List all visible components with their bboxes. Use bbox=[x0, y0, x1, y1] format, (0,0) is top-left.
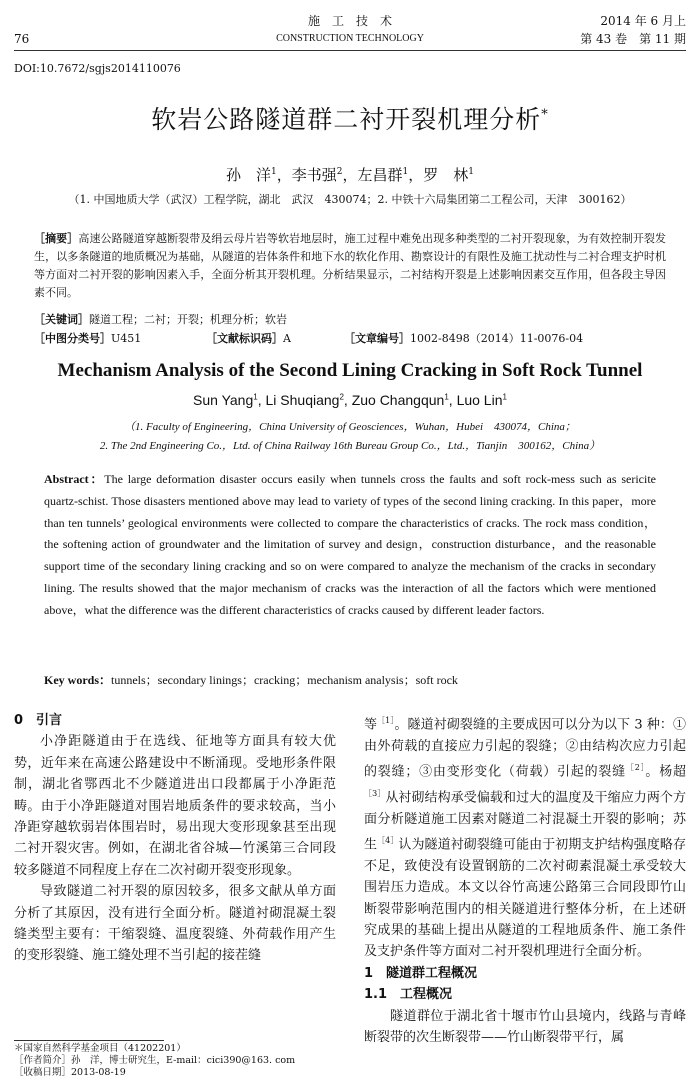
text-run: 等 bbox=[364, 717, 378, 733]
issue-date: 2014 年 6 月上 bbox=[600, 14, 686, 28]
section-heading: 0 引言 bbox=[14, 713, 63, 728]
footnote-divider bbox=[14, 1040, 164, 1041]
abstract-en-label: Abstract： bbox=[44, 472, 105, 486]
author-name: 左昌群 bbox=[357, 166, 403, 184]
author-sup: 1 bbox=[444, 392, 449, 402]
author-name-en: Luo Lin bbox=[456, 392, 503, 408]
paragraph: 隧道群位于湖北省十堰市竹山县境内，线路与青峰断裂带的次生断裂带——竹山断裂带平行，属 bbox=[364, 1008, 686, 1045]
body-column-left bbox=[14, 710, 336, 967]
citation[interactable]: ［4］ bbox=[377, 836, 399, 846]
class-label: ［中图分类号］ bbox=[34, 332, 111, 345]
authors-cn: 孙 洋$^1$，李书强$^2$，左昌群$^1$，罗 林$^1$ bbox=[225, 166, 475, 184]
class-value: U451 bbox=[111, 332, 142, 345]
section-heading: 1 隧道群工程概况 bbox=[364, 965, 478, 981]
text-run: 。杨超 bbox=[645, 764, 686, 780]
author-sup: 2 bbox=[339, 392, 344, 402]
doi: DOI:10.7672/sgjs2014110076 bbox=[14, 62, 181, 75]
abstract-label: ［摘要］ bbox=[34, 232, 79, 245]
paragraph: 小净距隧道由于在选线、征地等方面具有较大优势，近年来在高速公路建设中不断涌现。受地形条件限制，湖北省鄂西北不少隧道进出口段都属于小净距范畴。由于小净距隧道对围岩地质条件的要求较高，当小净距穿越软弱岩体围岩时，易出现大变形现象甚至出现二衬开裂灾害。例如，在湖北省谷城—竹溪第三合同段较多隧道不同程度上存在二次衬砌开裂变形现象。 bbox=[14, 734, 336, 878]
author-sup: 2 bbox=[336, 167, 343, 177]
keywords-text: 隧道工程；二衬；开裂；机理分析；软岩 bbox=[89, 313, 287, 326]
subsection-heading: 1.1 工程概况 bbox=[364, 987, 453, 1003]
citation[interactable]: ［1］ bbox=[377, 716, 395, 725]
author-sup: 1 bbox=[402, 167, 409, 177]
title-footnote-mark: * bbox=[541, 107, 549, 123]
page-number: 76 bbox=[14, 32, 30, 46]
article-no-label: ［文章编号］ bbox=[344, 332, 410, 345]
keywords-label: ［关键词］ bbox=[34, 313, 89, 326]
volume-issue: 第 43 卷 第 11 期 bbox=[580, 32, 686, 46]
author-sup: 1 bbox=[270, 167, 277, 177]
journal-name-en: CONSTRUCTION TECHNOLOGY bbox=[276, 33, 424, 44]
paragraph: 导致隧道二衬开裂的原因较多，很多文献从单方面分析了其原因，没有进行全面分析。隧道衬砌混凝土裂缝类型主要有：干缩裂缝、温度裂缝、外荷载作用产生的变形裂缝、施工缝处理不当引起的接茬缝 bbox=[14, 884, 336, 964]
author-name-en: Li Shuqiang bbox=[265, 392, 340, 408]
footnote-author: ［作者简介］孙 洋，博士研究生，E-mail：cici390@163. com bbox=[14, 1055, 296, 1066]
document-code bbox=[206, 330, 291, 346]
author-name-en: Sun Yang bbox=[193, 392, 254, 408]
title-text: 软岩公路隧道群二衬开裂机理分析 bbox=[151, 105, 542, 134]
paragraph bbox=[364, 710, 686, 963]
footnote-fund: ＊国家自然科学基金项目（41202201） bbox=[14, 1043, 186, 1054]
body-column-right bbox=[364, 710, 686, 1048]
paper-title-en: Mechanism Analysis of the Second Lining Cracking in Soft Rock Tunnel bbox=[57, 360, 643, 381]
doc-code-label: ［文献标识码］ bbox=[206, 332, 283, 345]
author-name: 李书强 bbox=[291, 166, 337, 184]
footnote-date: ［收稿日期］2013-08-19 bbox=[14, 1067, 126, 1078]
author-sup: 1 bbox=[468, 167, 475, 177]
author-name-en: Zuo Changqun bbox=[351, 392, 445, 408]
keywords-en bbox=[44, 671, 458, 688]
text-run: 从衬砌结构承受偏载和过大的温度及干缩应力两个方面分析隧道施工因素对隧道二衬混凝土开裂的影响；苏生 bbox=[364, 790, 686, 853]
affiliation-en-2: 2. The 2nd Engineering Co.，Ltd. of China Railway 16th Bureau Group Co.，Ltd.，Tianjin 300162，China） bbox=[99, 440, 601, 452]
article-no-value: 1002-8498（2014）11-0076-04 bbox=[410, 332, 584, 345]
article-number bbox=[344, 330, 583, 346]
citation[interactable]: ［2］ bbox=[625, 763, 646, 773]
abstract-text: 高速公路隧道穿越断裂带及绢云母片岩等软岩地层时，施工过程中难免出现多种类型的二衬开裂现象，为有效控制开裂发生，以多条隧道的地质概况为基础，从隧道的岩体条件和地下水的软化作用、勘察设计的有限性及施工扰动性与二衬合理支护时机等方面对二衬开裂的影响因素入手，全面分析其开裂机理。分析结果显示，二衬结构开裂是上述影响因素交互作用，但各段主导因素不同。 bbox=[34, 232, 666, 299]
citation[interactable]: ［3］ bbox=[364, 788, 386, 798]
author-sup: 1 bbox=[253, 392, 258, 402]
text-run: 。隧道衬砌裂缝的主要成因可以分为以下 3 种：①由外荷载的直接应力引起的裂缝；②由结构次应力引起的裂缝；③由变形变化（荷载）引起的裂缝 bbox=[364, 717, 686, 780]
affiliations-cn: （1. 中国地质大学（武汉）工程学院，湖北 武汉 430074；2. 中铁十六局集团第二工程公司，天津 300162） bbox=[68, 193, 632, 206]
authors-en: Sun Yang$^1$, Li Shuqiang$^2$, Zuo Changqun$^1$, Luo Lin$^1$ bbox=[193, 392, 507, 408]
class-number bbox=[34, 330, 141, 346]
author-name: 孙 洋 bbox=[225, 166, 271, 184]
abstract-cn bbox=[34, 230, 666, 302]
abstract-en-text: The large deformation disaster occurs easily when tunnels cross the faults and soft rock-mess such as sericite quartz-schist. Those disasters mentioned above may lead to variety of types of the second lining cracking. In this paper，more than ten tunnels’ geological environments were collected to compare the characteristics of cracks. The rock mass condition，the softening action of groundwater and the limitation of survey and design，construction disturbance，and the reasonable support time of the secondary lining cracking and so on were compared to analyze the mechanism of the cracks in secondary lining. The results showed that the major mechanism of cracks was the interaction of all the factors which were mentioned above，what the difference was the different characteristics of cracks caused by different leader factors. bbox=[44, 472, 656, 617]
issue-info bbox=[580, 12, 686, 48]
keywords-en-text: tunnels；secondary linings；cracking；mechanism analysis；soft rock bbox=[111, 673, 458, 687]
abstract-en bbox=[44, 469, 656, 622]
affiliation-en-1: （1. Faculty of Engineering，China University of Geosciences，Wuhan，Hubei 430074，China； bbox=[124, 421, 576, 433]
author-name: 罗 林 bbox=[423, 166, 469, 184]
text-run: 认为隧道衬砌裂缝可能由于初期支护结构强度略存不足，致使没有设置钢筋的二次衬砌素混凝土承受较大围岩压力造成。本文以谷竹高速公路第三合同段即竹山断裂带影响范围内的相关隧道进行整体分析，在上述研究成果的基础上提出从隧道的工程地质条件、施工条件及支护条件等方面对二衬开裂机理进行全面分析。 bbox=[364, 837, 686, 960]
keywords-cn bbox=[34, 311, 287, 327]
journal-name-cn: 施 工 技 术 bbox=[307, 14, 392, 28]
doc-code-value: A bbox=[283, 332, 291, 345]
keywords-en-label: Key words： bbox=[44, 673, 111, 687]
author-sup: 1 bbox=[502, 392, 507, 402]
header-divider bbox=[14, 50, 686, 51]
paper-title-cn bbox=[0, 100, 700, 136]
